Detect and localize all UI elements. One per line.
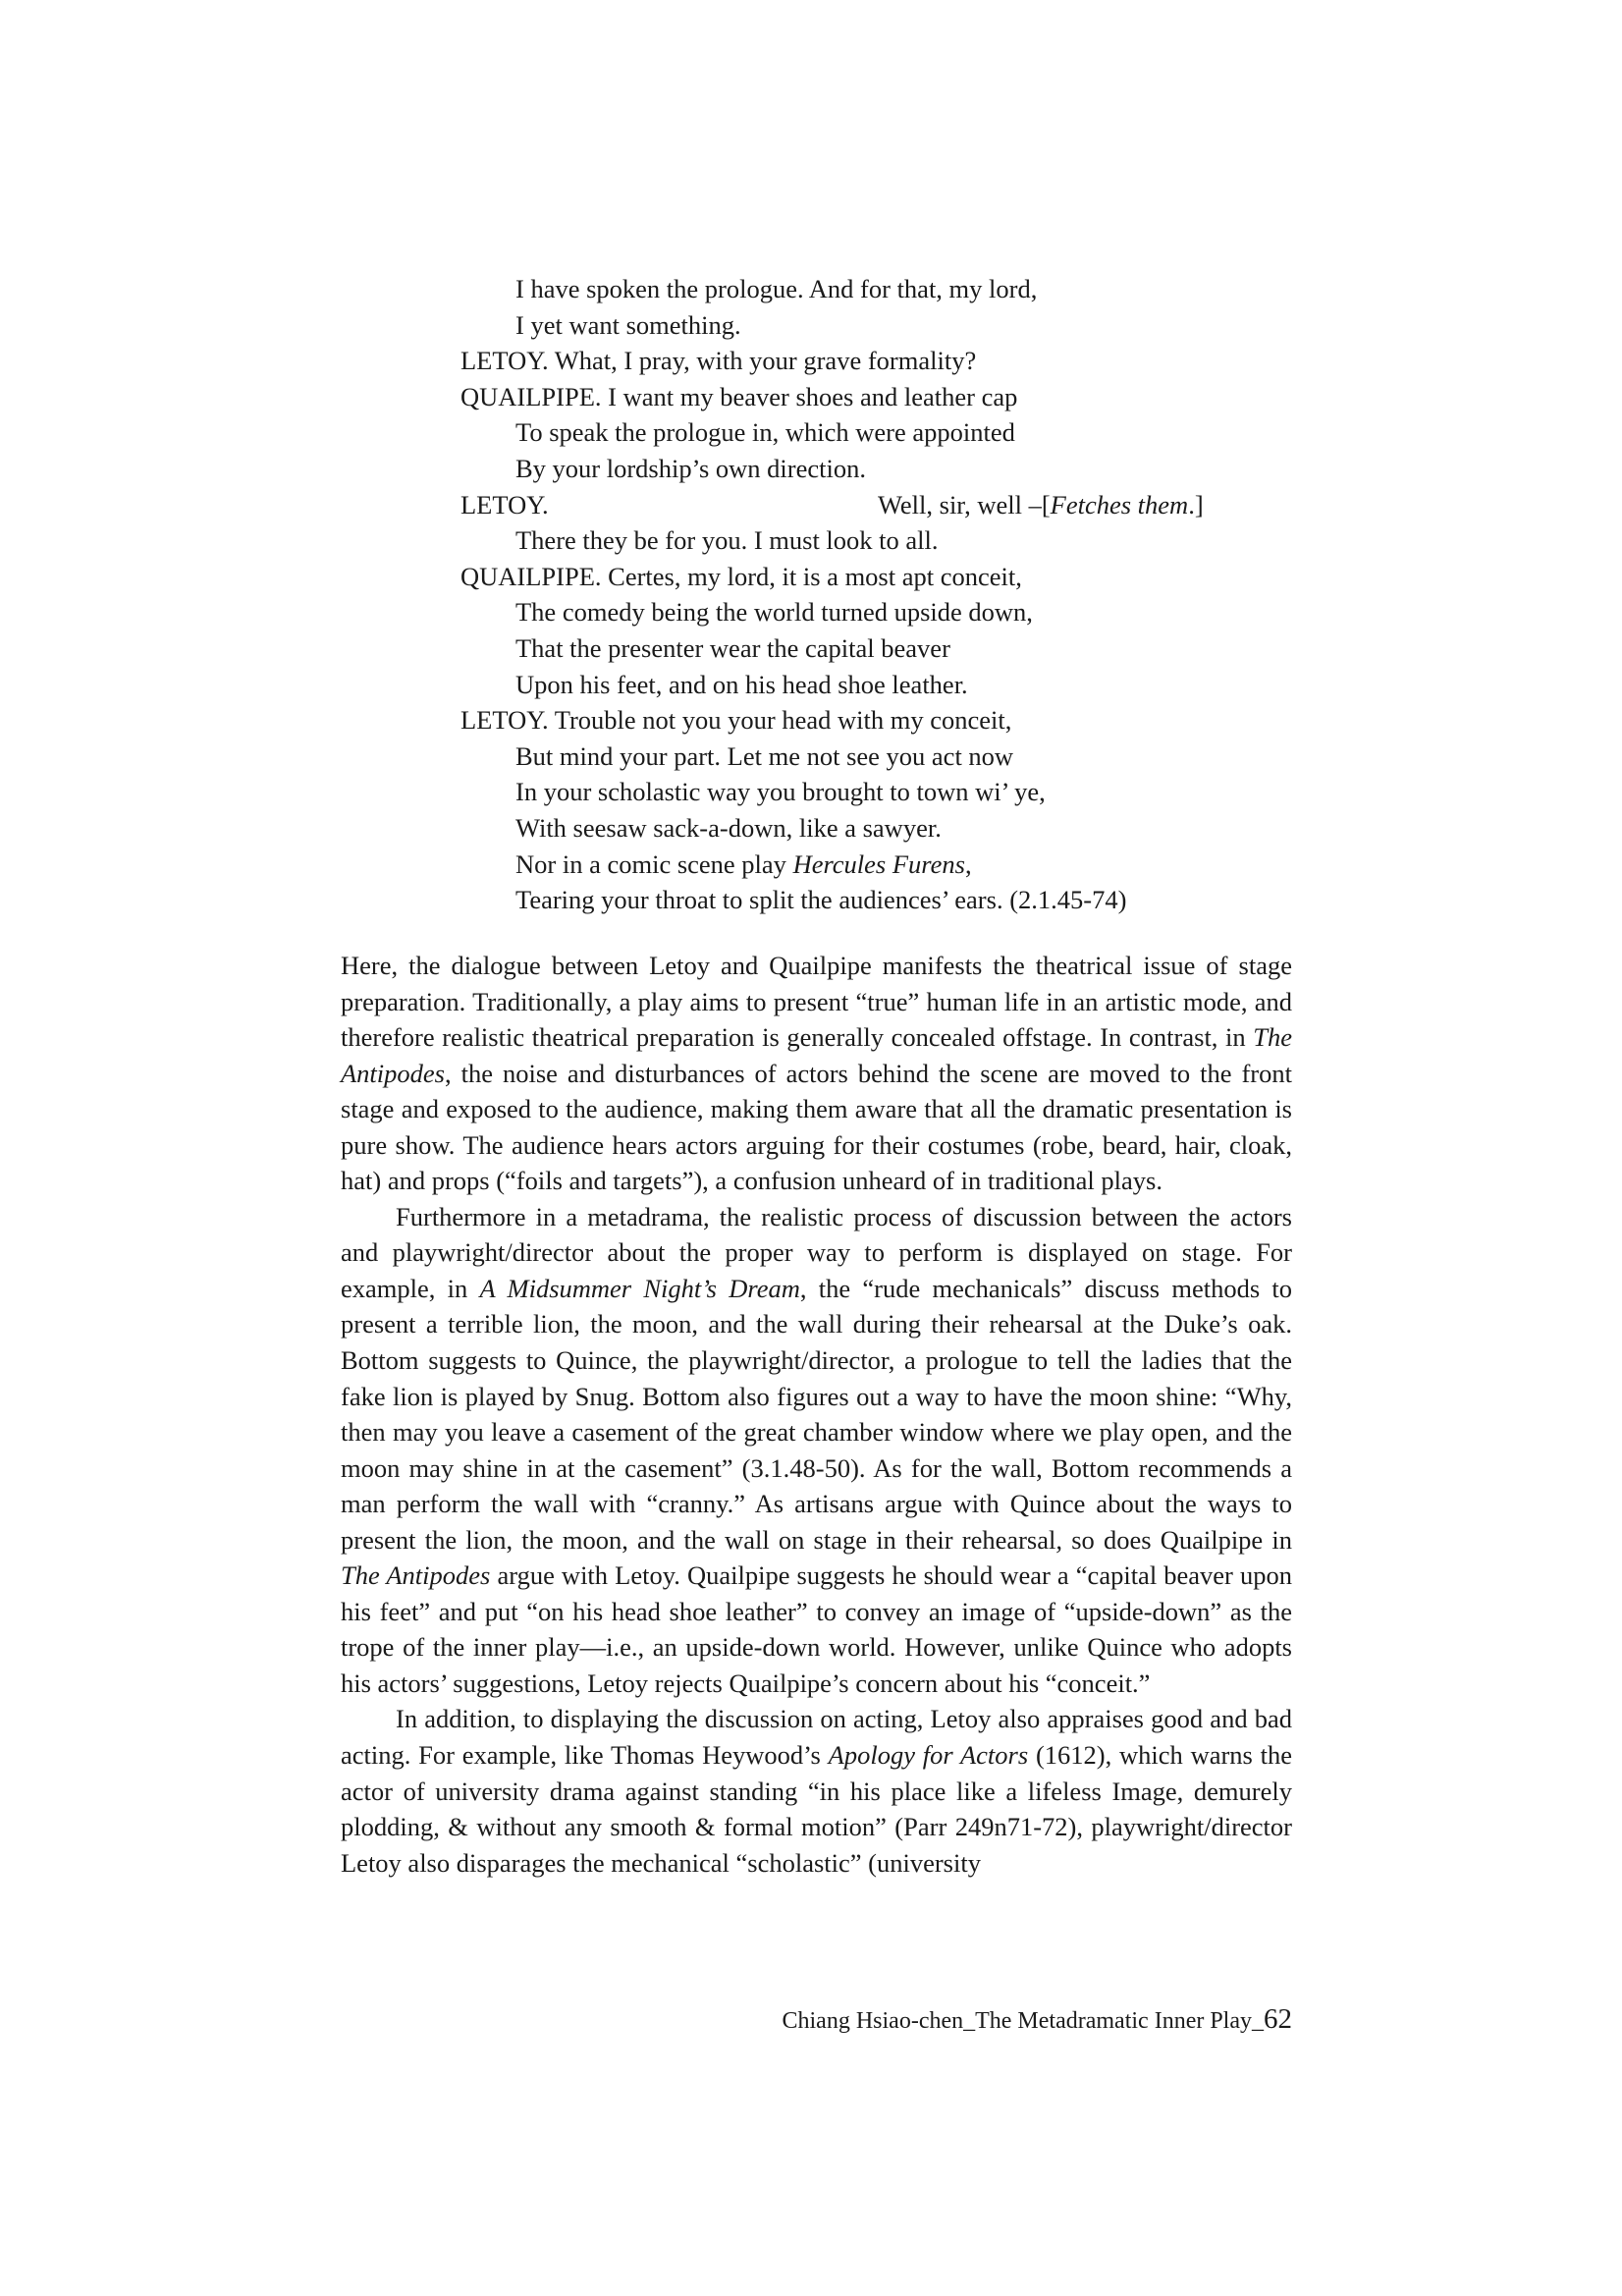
text-run: (1612), which warns the actor of university drama against standing “in his place like a lifeless Image, demurely plodding, & without any smooth & formal motion” (Parr 249n71-72), playwright/director Letoy also disparages the mechanical “scholastic” (university xyxy=(341,1740,1293,1878)
text-run: I yet want something. xyxy=(515,309,741,340)
page-footer xyxy=(783,2003,1293,2036)
text-run: In your scholastic way you brought to town wi’ ye, xyxy=(515,777,1046,807)
text-run: To speak the prologue in, which were appointed xyxy=(515,417,1015,448)
text-run: In addition, to displaying the discussion on acting, Letoy also appraises good and bad acting. For example, like Thomas Heywood’s xyxy=(341,1704,1292,1771)
italic-text: The Antipodes xyxy=(341,1022,1292,1088)
verse-line xyxy=(460,774,1226,810)
text-run: LETOY. What, I pray, with your grave formality? xyxy=(460,346,977,376)
text-run: , the “rude mechanicals” discuss methods to present a terrible lion, the moon, and the wall during their rehearsal at the Duke’s oak. Bottom suggests to Quince, the playwright/director, a prologue to tell the ladies that the fake lion is played by Snug. Bottom also figures out a way to have the moon shine: “Why, then may you leave a casement of the great chamber window where we play open, and the moon may shine in at the casement” (3.1.48-50). As for the wall, Bottom recommends a man perform the wall with “cranny.” As artisans argue with Quince about the ways to present the lion, the moon, and the wall on stage in their rehearsal xyxy=(341,1273,1293,1555)
verse-line xyxy=(460,847,1226,883)
paragraph xyxy=(341,1199,1292,1702)
text-run: argue with Letoy. Quailpipe suggests he should wear a “capital beaver upon his feet” and put “on his head shoe leather” to convey an image of “upside-down” as the trope of the inner play—i.e., an upside-down world. However, unlike Quince who adopts his actors’ suggestions, Letoy rejects Quailpipe’s concern about his “conceit.” xyxy=(341,1560,1292,1698)
verse-line xyxy=(460,522,1226,559)
text-run: , the noise and disturbances of actors behind the scene are moved to the front stage and exposed to the audience, making them aware that all the dramatic presentation is pure show. The audience hears actors arguing for their costumes (robe, beard, hair, cloak, hat) and props (“foils and targets”), a confusion unheard of in traditional plays. xyxy=(341,1058,1292,1196)
italic-text: , xyxy=(1055,1524,1062,1555)
verse-line xyxy=(460,487,1226,523)
paragraph xyxy=(341,1701,1292,1881)
text-run: Here, the dialogue between Letoy and Quailpipe manifests the theatrical issue of stage preparation. Traditionally, a play aims to present “true” human life in an artistic mode, and therefore realistic theatrical preparation is generally concealed offstage. In contrast, in xyxy=(341,951,1292,1053)
verse-line xyxy=(460,379,1226,415)
text-run: .] xyxy=(1188,489,1204,519)
verse-quotation xyxy=(460,271,1226,918)
italic-text: Apology for Actors xyxy=(828,1740,1029,1771)
text-run: Furthermore in a metadrama, the realistic process of discussion between the actors and playwright/director about the proper way to perform is displayed on stage. For example, in xyxy=(341,1201,1292,1303)
text-run: But mind your part. Let me not see you act now xyxy=(515,740,1014,771)
verse-line xyxy=(460,667,1226,703)
running-title: Chiang Hsiao-chen_The Metadramatic Inner Play_ xyxy=(782,2008,1264,2034)
verse-line xyxy=(460,882,1226,918)
verse-line xyxy=(460,414,1226,451)
italic-text: The Antipodes xyxy=(341,1560,491,1591)
text-run: The comedy being the world turned upside down, xyxy=(515,597,1033,628)
split-line-continuation xyxy=(878,487,1204,523)
text-run: By your lordship’s own direction. xyxy=(515,453,866,483)
text-run: QUAILPIPE. Certes, my lord, it is a most apt conceit, xyxy=(460,561,1022,591)
text-run: That the presenter wear the capital beaver xyxy=(515,632,950,663)
text-run: There they be for you. I must look to all. xyxy=(515,525,939,556)
page-number: 62 xyxy=(1264,2003,1292,2035)
text-run: LETOY. Trouble not you your head with my conceit, xyxy=(460,705,1012,736)
italic-text: Hercules Furens xyxy=(792,848,965,879)
text-run: Upon his feet, and on his head shoe leather. xyxy=(515,669,968,699)
verse-line xyxy=(460,559,1226,595)
verse-line xyxy=(460,702,1226,738)
text-run: With seesaw sack-a-down, like a sawyer. xyxy=(515,812,942,843)
verse-line xyxy=(460,630,1226,667)
body-text xyxy=(341,948,1292,1881)
verse-line xyxy=(460,271,1226,307)
text-run: QUAILPIPE. I want my beaver shoes and leather cap xyxy=(460,381,1018,411)
verse-line xyxy=(460,810,1226,847)
italic-text: Fetches them xyxy=(1050,489,1189,519)
text-run: Tearing your throat to split the audiences’ ears. (2.1.45-74) xyxy=(515,885,1127,915)
text-run: , xyxy=(964,848,972,879)
text-run: Nor in a comic scene play xyxy=(515,848,793,879)
italic-text: A Midsummer Night’s Dream xyxy=(479,1273,800,1303)
verse-line xyxy=(460,594,1226,630)
verse-line xyxy=(460,307,1226,344)
verse-line xyxy=(460,738,1226,775)
verse-line xyxy=(460,451,1226,487)
speaker-name: LETOY. xyxy=(460,489,549,519)
text-run: Well, sir, well –[ xyxy=(878,489,1051,519)
verse-line xyxy=(460,343,1226,379)
text-run: I have spoken the prologue. And for that, my lord, xyxy=(515,274,1038,303)
text-run: so does Quailpipe in xyxy=(1062,1524,1292,1555)
paragraph xyxy=(341,948,1292,1199)
